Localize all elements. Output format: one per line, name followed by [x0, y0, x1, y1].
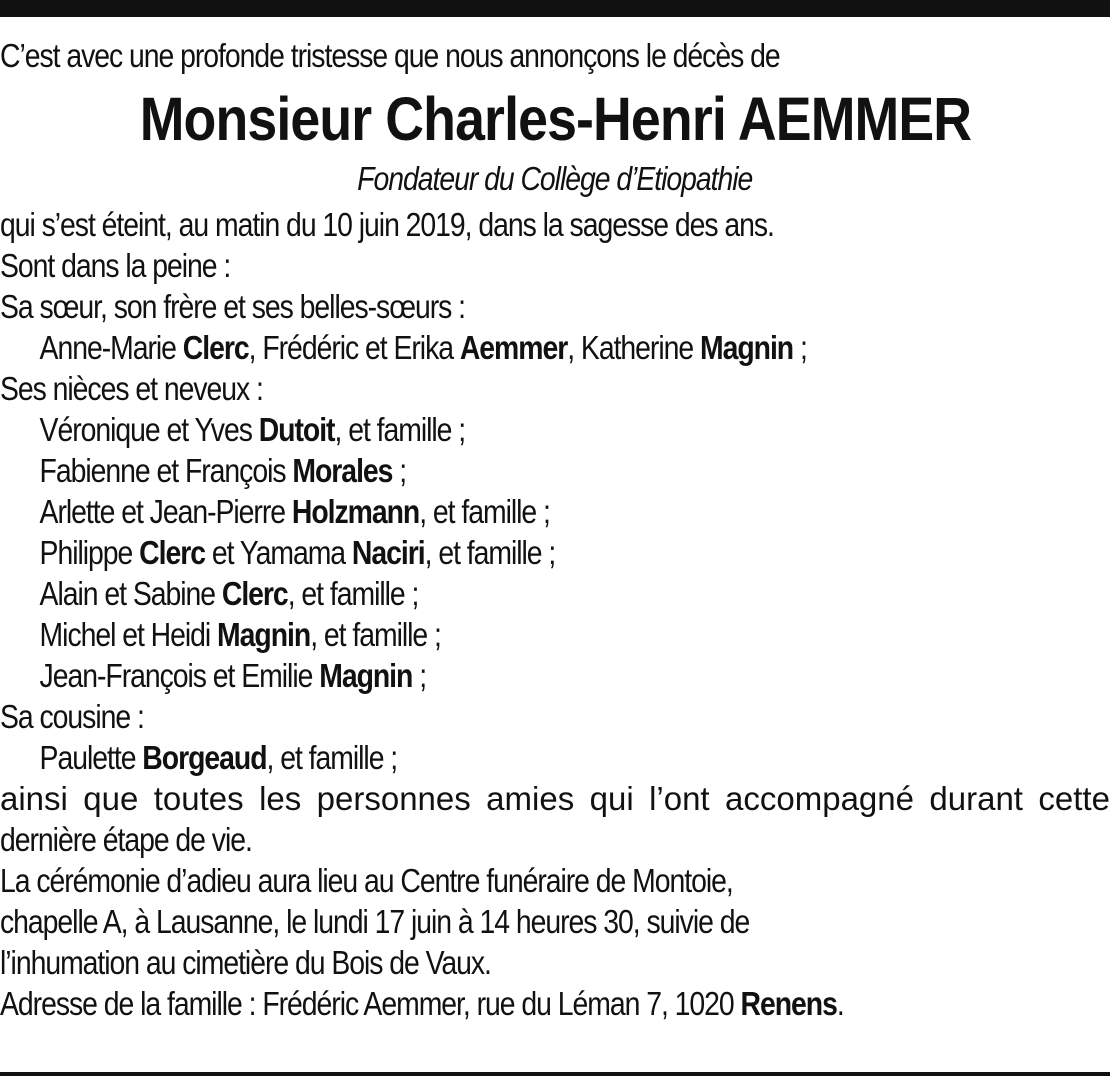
- word: les: [259, 780, 302, 817]
- text: , et famille ;: [334, 411, 466, 448]
- family-address: [0, 983, 955, 1024]
- word: qui: [589, 780, 634, 817]
- intro-line: C’est avec une profonde tristesse que nous annonçons le décès de: [0, 37, 780, 74]
- text: Véronique et Yves: [39, 411, 259, 448]
- text: , et famille ;: [424, 534, 556, 571]
- niece-line: [0, 409, 955, 450]
- text: Jean-François et Emilie: [39, 657, 320, 694]
- ceremony-line: l’inhumation au cimetière du Bois de Vaux.: [0, 944, 491, 981]
- death-line: qui s’est éteint, au matin du 10 juin 2019, dans la sagesse des ans.: [0, 206, 774, 243]
- ceremony-line: La cérémonie d’adieu aura lieu au Centre funéraire de Montoie,: [0, 862, 733, 899]
- text: Philippe: [39, 534, 140, 571]
- word: accompagné: [725, 780, 914, 817]
- niece-line: [0, 573, 955, 614]
- surname: Holzmann: [291, 493, 420, 530]
- text: ;: [793, 329, 807, 366]
- niece-line: [0, 614, 955, 655]
- surname: Clerc: [182, 329, 249, 366]
- cousin-heading: Sa cousine :: [0, 698, 144, 735]
- niece-line: [0, 655, 955, 696]
- text: Anne-Marie: [39, 329, 183, 366]
- surname: Morales: [292, 452, 393, 489]
- text: , Katherine: [567, 329, 700, 366]
- surname: Clerc: [139, 534, 205, 571]
- town: Renens: [740, 985, 837, 1022]
- siblings-heading: Sa sœur, son frère et ses belles-sœurs :: [0, 288, 465, 325]
- text: Fabienne et François: [39, 452, 293, 489]
- obituary-notice: [0, 34, 1110, 1024]
- text: , et famille ;: [419, 493, 550, 530]
- surname: Naciri: [351, 534, 425, 571]
- word: cette: [1038, 780, 1110, 817]
- word: ainsi: [0, 780, 68, 817]
- niece-line: [0, 450, 955, 491]
- friends-line-end: dernière étape de vie.: [0, 821, 252, 858]
- text: Adresse de la famille : Frédéric Aemmer, rue du Léman 7, 1020: [0, 985, 741, 1022]
- word: toutes: [153, 780, 244, 817]
- word: personnes: [316, 780, 471, 817]
- deceased-name: [0, 78, 1110, 160]
- deceased-title: [0, 160, 1110, 204]
- niece-line: [0, 532, 955, 573]
- word: durant: [929, 780, 1023, 817]
- deceased-name-text: Monsieur Charles-Henri AEMMER: [139, 85, 971, 153]
- text: , Frédéric et Erika: [248, 329, 460, 366]
- word: l’ont: [649, 780, 710, 817]
- friends-line-justified: [0, 778, 1110, 819]
- text: , et famille ;: [266, 739, 398, 776]
- surname: Borgeaud: [142, 739, 267, 776]
- cousin-line: [0, 737, 955, 778]
- bottom-rule: [0, 1072, 1110, 1076]
- text: ;: [392, 452, 407, 489]
- niece-line: [0, 491, 955, 532]
- surname: Magnin: [319, 657, 413, 694]
- word: amies: [486, 780, 575, 817]
- surname: Magnin: [699, 329, 794, 366]
- text: Paulette: [39, 739, 143, 776]
- surname: Dutoit: [258, 411, 335, 448]
- top-rule: [0, 0, 1110, 17]
- text: , et famille ;: [310, 616, 441, 653]
- text: Arlette et Jean-Pierre: [39, 493, 292, 530]
- surname: Aemmer: [459, 329, 568, 366]
- word: que: [83, 780, 139, 817]
- text: Alain et Sabine: [39, 575, 222, 612]
- text: ;: [412, 657, 427, 694]
- text: , et famille ;: [287, 575, 419, 612]
- text: et Yamama: [204, 534, 352, 571]
- text: .: [836, 985, 844, 1022]
- text: Michel et Heidi: [39, 616, 218, 653]
- siblings-line: [0, 327, 955, 368]
- mourners-heading: Sont dans la peine :: [0, 247, 231, 284]
- ceremony-line: chapelle A, à Lausanne, le lundi 17 juin à 14 heures 30, suivie de: [0, 903, 750, 940]
- deceased-title-text: Fondateur du Collège d’Etiopathie: [357, 160, 753, 197]
- surname: Magnin: [217, 616, 311, 653]
- nieces-heading: Ses nièces et neveux :: [0, 370, 263, 407]
- surname: Clerc: [221, 575, 288, 612]
